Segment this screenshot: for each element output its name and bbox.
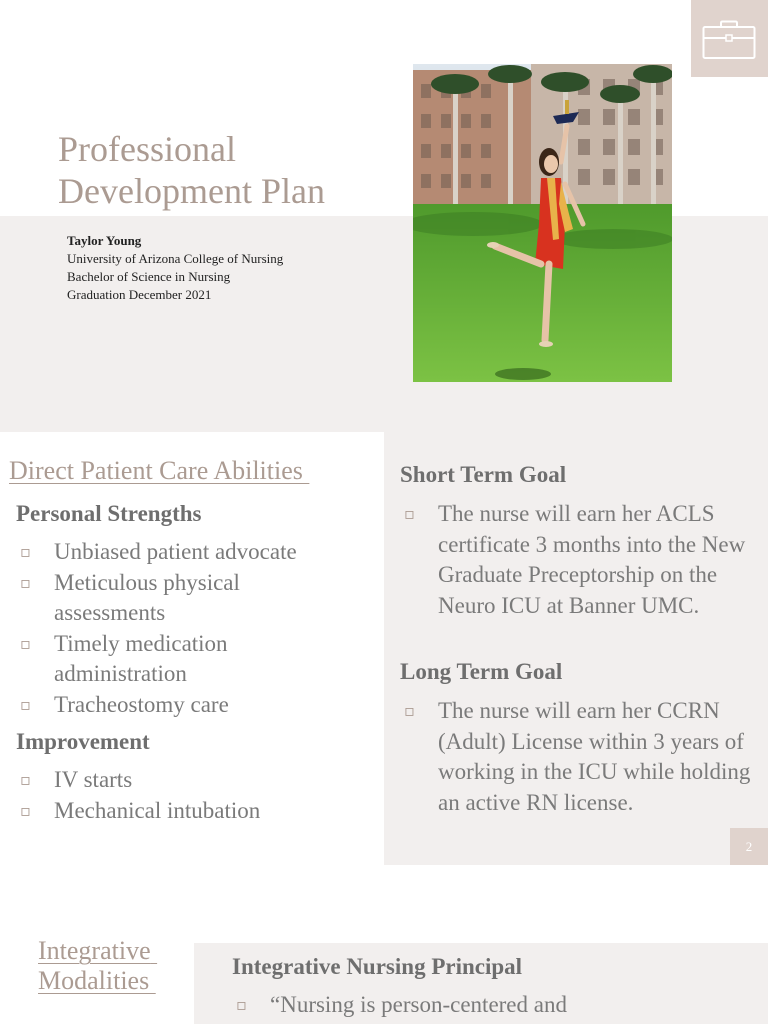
author-graduation: Graduation December 2021 bbox=[67, 287, 212, 302]
briefcase-tab bbox=[691, 0, 768, 77]
short-term-goal-heading: Short Term Goal bbox=[400, 462, 567, 487]
briefcase-icon bbox=[702, 20, 756, 60]
long-term-goal-heading: Long Term Goal bbox=[400, 659, 563, 684]
list-item: ▫ Meticulous physical assessments bbox=[16, 568, 356, 629]
long-term-goal-text: ▫ The nurse will earn her CCRN (Adult) License within 3 years of working in the ICU while holding an active RN license. bbox=[400, 696, 760, 818]
author-degree: Bachelor of Science in Nursing bbox=[67, 269, 231, 284]
strengths-list bbox=[16, 537, 356, 721]
principle-quote: ▫ “Nursing is person-centered and bbox=[232, 990, 752, 1021]
page-title: Professional Development Plan bbox=[58, 129, 325, 211]
graduation-photo bbox=[413, 64, 672, 382]
list-item: ▫ Mechanical intubation bbox=[16, 796, 356, 827]
author-name: Taylor Young bbox=[67, 233, 142, 248]
improvement-list bbox=[16, 765, 356, 826]
list-item: ▫ Unbiased patient advocate bbox=[16, 537, 356, 568]
author-school: University of Arizona College of Nursing bbox=[67, 251, 284, 266]
section-heading-abilities: Direct Patient Care Abilities bbox=[9, 456, 310, 485]
list-item: ▫ Tracheostomy care bbox=[16, 690, 356, 721]
principle-list bbox=[232, 990, 752, 1021]
short-term-goal-text: ▫ The nurse will earn her ACLS certificate 3 months into the New Graduate Preceptorship on the Neuro ICU at Banner UMC. bbox=[400, 499, 760, 621]
improvement-heading: Improvement bbox=[16, 729, 150, 754]
page-number: 2 bbox=[730, 828, 768, 865]
list-item: ▫ Timely medication administration bbox=[16, 629, 356, 690]
strengths-heading: Personal Strengths bbox=[16, 501, 202, 526]
list-item: ▫ IV starts bbox=[16, 765, 356, 796]
long-term-goal-list bbox=[400, 696, 760, 818]
author-info bbox=[67, 232, 283, 304]
principle-heading: Integrative Nursing Principal bbox=[232, 954, 523, 979]
short-term-goal-list bbox=[400, 499, 760, 621]
section-heading-modalities: Integrative Modalities bbox=[38, 936, 158, 995]
